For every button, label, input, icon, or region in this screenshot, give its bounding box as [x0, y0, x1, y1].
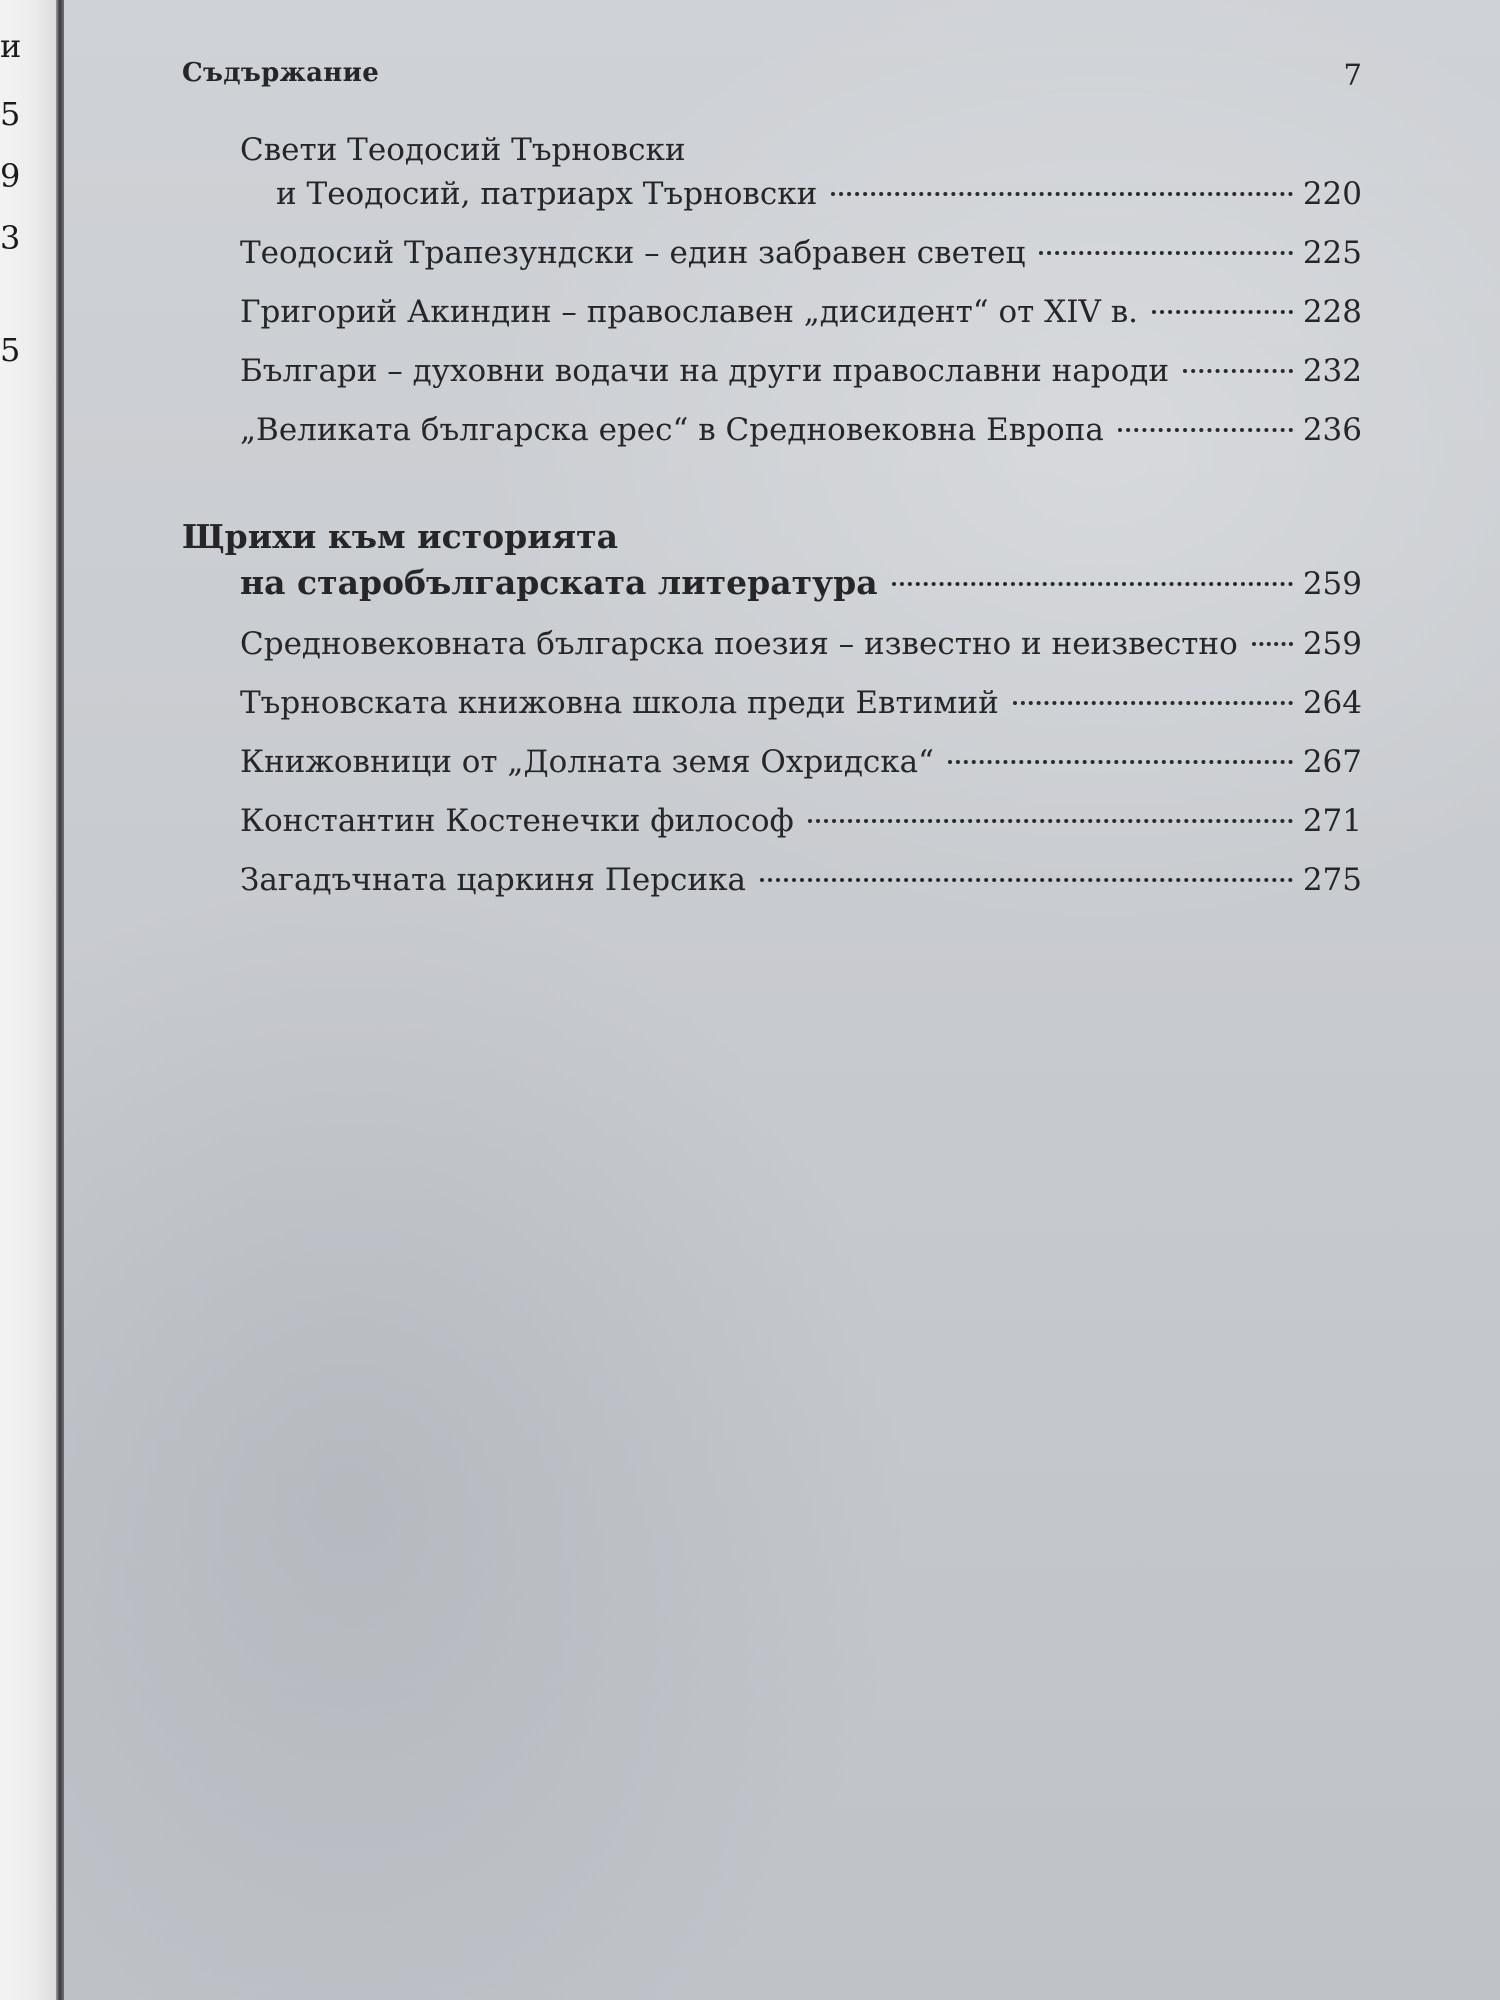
toc-entry: [182, 349, 1362, 393]
dot-leader: [1013, 701, 1293, 705]
toc-entry-title: Константин Костенечки философ: [240, 803, 794, 839]
running-header: [182, 58, 1362, 98]
dot-leader: [831, 192, 1293, 196]
toc-entry-title: Свети Теодосий Търновски: [240, 132, 686, 168]
toc-entry: [182, 799, 1362, 843]
dot-leader: [1152, 310, 1293, 314]
running-title: Съдържание: [182, 58, 380, 88]
toc-entry: [182, 231, 1362, 275]
previous-page-glyph: и: [0, 27, 22, 65]
toc-entry-title: Средновековната българска поезия – известно и неизвестно: [240, 626, 1238, 662]
toc-entry-page: 275: [1302, 862, 1362, 898]
section-page: 259: [1302, 566, 1362, 602]
previous-page-edge: [0, 0, 58, 2000]
previous-page-glyph: 3: [0, 219, 21, 257]
toc-entry-title: Книжовници от „Долната земя Охридска“: [240, 744, 934, 780]
dot-leader: [1118, 428, 1293, 432]
toc-entry-page: 236: [1302, 412, 1362, 448]
page-number: 7: [1343, 58, 1362, 92]
section-heading: [182, 514, 1362, 607]
toc-entry-page: 264: [1302, 685, 1362, 721]
section-title: Щрихи към историята: [182, 517, 618, 556]
dot-leader: [1039, 251, 1292, 255]
dot-leader: [1183, 369, 1293, 373]
dot-leader: [948, 760, 1293, 764]
dot-leader: [808, 819, 1293, 823]
table-of-contents: [182, 128, 1362, 917]
toc-entry-page: 232: [1302, 353, 1362, 389]
book-fold: [56, 0, 64, 2000]
toc-entry: [182, 740, 1362, 784]
toc-entry-title: Търновската книжовна школа преди Евтимий: [240, 685, 999, 721]
toc-entry-title: Теодосий Трапезундски – един забравен светец: [240, 235, 1026, 271]
previous-page-glyph: 9: [0, 157, 21, 195]
toc-entry-page: 267: [1302, 744, 1362, 780]
toc-entry: [182, 858, 1362, 902]
toc-entry: [182, 408, 1362, 452]
dot-leader: [760, 878, 1293, 882]
dot-leader: [1252, 642, 1293, 646]
dot-leader: [892, 582, 1293, 586]
toc-entry: [182, 622, 1362, 666]
toc-entry-page: 259: [1302, 626, 1362, 662]
toc-entry-title: Григорий Акиндин – православен „дисидент“ от XIV в.: [240, 294, 1139, 330]
previous-page-glyph: 5: [0, 331, 21, 369]
toc-entry-page: 220: [1302, 176, 1362, 212]
toc-entry-page: 228: [1302, 294, 1362, 330]
previous-page-glyph: 5: [0, 95, 21, 133]
toc-entry-title: Българи – духовни водачи на други православни народи: [240, 353, 1170, 389]
toc-entry-title: и Теодосий, патриарх Търновски: [276, 176, 818, 212]
toc-entry-page: 271: [1302, 803, 1362, 839]
toc-entry: [182, 290, 1362, 334]
toc-entry: [182, 681, 1362, 725]
toc-entry: [182, 128, 1362, 216]
toc-entry-page: 225: [1302, 235, 1362, 271]
toc-entry-title: „Великата българска ерес“ в Средновековна Европа: [240, 412, 1104, 448]
section-title: на старобългарската литература: [240, 563, 878, 602]
toc-entry-title: Загадъчната царкиня Персика: [240, 862, 746, 898]
